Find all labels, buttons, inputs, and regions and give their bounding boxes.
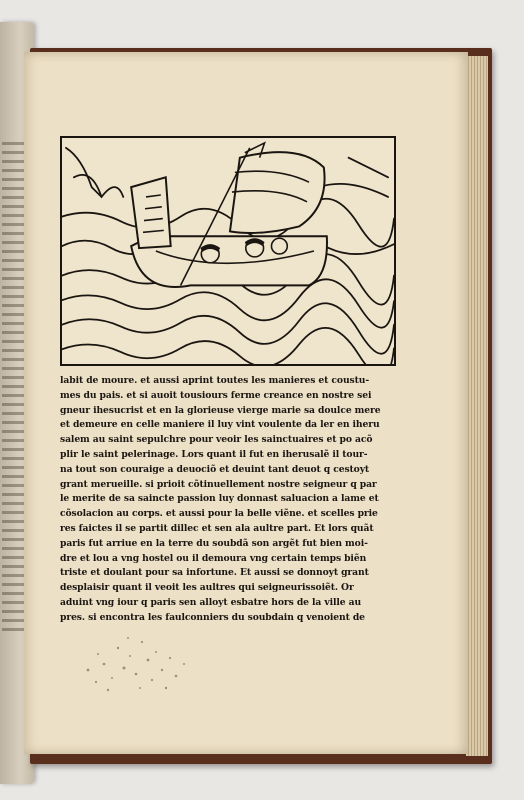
- text-line: et demeure en celle maniere il luy vint voulente da ler en iheru: [60, 419, 380, 431]
- text-line: pres. si encontra les faulconniers du soubdain q venoient de: [60, 611, 365, 623]
- text-line: salem au saint sepulchre pour veoir les sainctuaires et po acõ: [60, 434, 373, 446]
- text-line: na tout son couraige a deuociõ et deuint tant deuot q cestoyt: [60, 463, 370, 475]
- page-text: [60, 374, 400, 626]
- text-line: paris fut arriue en la terre du soubdã son argẽt fut bien moi-: [60, 537, 368, 549]
- text-line: cõsolacion au corps. et aussi pour la belle viẽne. et scelles prie: [60, 508, 378, 520]
- text-line: mes du pais. et si auoit tousiours ferme creance en nostre sei: [60, 389, 372, 401]
- text-line: grant merueille. si prioit cõtinuellement nostre seigneur q par: [60, 478, 377, 490]
- text-line: labit de moure. et aussi aprint toutes les manieres et coustu-: [60, 375, 370, 386]
- text-line: plir le saint pelerinage. Lors quant il fut en iherusalẽ il tour-: [60, 448, 368, 460]
- text-line: res faictes il se partit dillec et sen ala aultre part. Et lors quãt: [60, 522, 374, 534]
- text-line: triste et doulant pour sa infortune. Et aussi se donnoyt grant: [60, 567, 369, 579]
- page-edges: [466, 56, 488, 756]
- woodcut-illustration: [60, 136, 396, 366]
- text-line: le merite de sa saincte passion luy donnast saluacion a lame et: [60, 493, 379, 505]
- stain-dots: [78, 630, 198, 700]
- text-line: aduint vng iour q paris sen alloyt esbatre hors de la ville au: [60, 596, 362, 608]
- text-line: dre et lou a vng hostel ou il demoura vng certain temps biẽn: [60, 552, 367, 564]
- ship-at-sea-woodcut: [62, 138, 394, 364]
- text-line: desplaisir quant il veoit les aultres qui seigneurissoiẽt. Or: [60, 582, 354, 594]
- foxing-stains: [78, 630, 198, 700]
- text-line: gneur ihesucrist et en la glorieuse vierge marie sa doulce mere: [60, 404, 381, 416]
